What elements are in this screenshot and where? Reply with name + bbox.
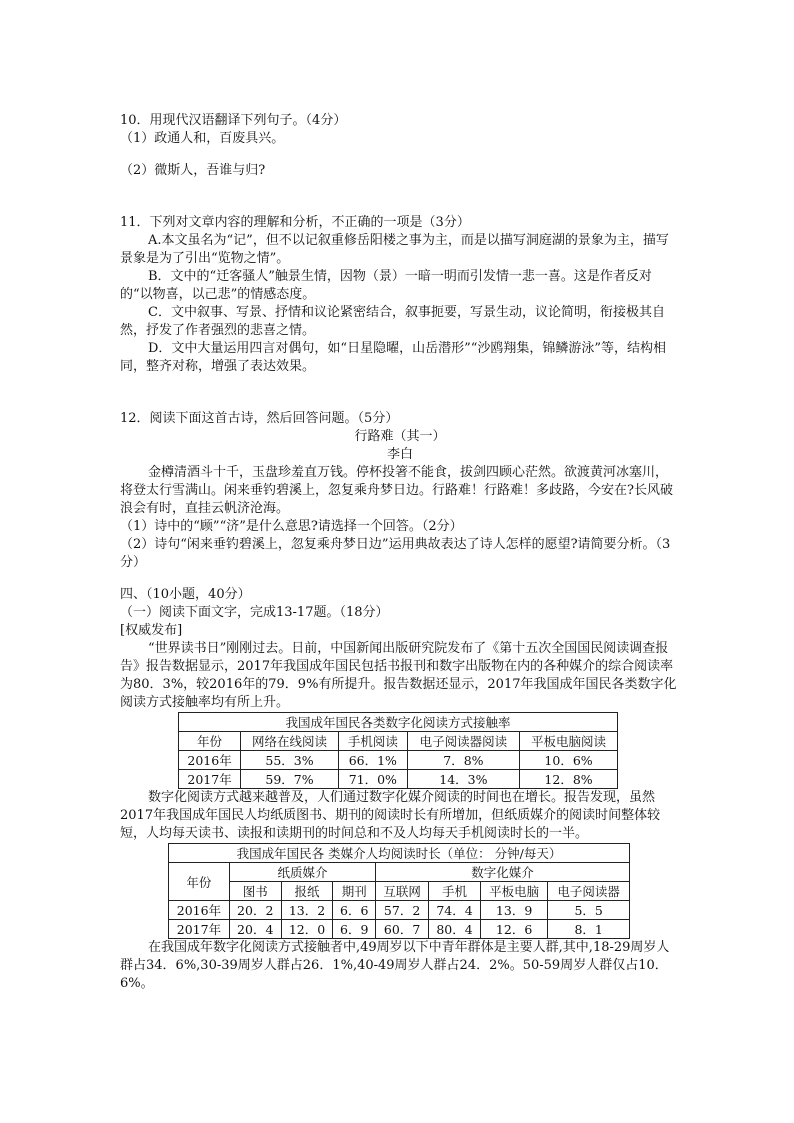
table-cell: 13．2 [281, 901, 333, 920]
table-cell: 14．3% [407, 770, 519, 789]
table-cell: 8．1 [548, 920, 630, 939]
table-header: 年份 [169, 863, 230, 901]
q11-title: 11．下列对文章内容的理解和分析，不正确的一项是（3分） [120, 215, 470, 230]
table-cell: 20．4 [229, 920, 281, 939]
table-cell: 55．3% [241, 751, 339, 770]
table-cell: 12．0 [281, 920, 333, 939]
q10-sentence-1: （1）政通人和，百废具兴。 [120, 131, 285, 146]
table-header: 互联网 [376, 882, 429, 901]
table-cell: 10．6% [520, 751, 618, 770]
table-cell: 13．9 [480, 901, 547, 920]
table-cell: 2017年 [169, 920, 230, 939]
table-header: 电子阅读器 [548, 882, 630, 901]
table-cell: 2016年 [169, 901, 230, 920]
table-cell: 2016年 [179, 751, 241, 770]
table-header: 图书 [229, 882, 281, 901]
q10-title: 10．用现代汉语翻译下列句子。（4分） [120, 113, 347, 128]
paragraph-3: 在我国成年数字化阅读方式接触者中,49周岁以下中青年群体是主要人群,其中,18-29周岁人群占34．6%,30-39周岁人群占26．1%,40-49周岁人群占24．2%。50-59周岁人群仅占10．6%。 [120, 940, 670, 991]
table-group-header: 数字化媒介 [376, 863, 630, 882]
table-header: 报纸 [281, 882, 333, 901]
exam-page [120, 112, 680, 993]
q11-option-a: A.本文虽名为“记”，但不以记叙重修岳阳楼之事为主，而是以描写洞庭湖的景象为主，描写景象是为了引出“览物之情”。 [120, 233, 669, 266]
table-2-group-row [169, 863, 630, 882]
table-row [179, 770, 618, 789]
table-cell: 5．5 [548, 901, 630, 920]
table-row [179, 751, 618, 770]
table-cell: 6．6 [333, 901, 376, 920]
table-2-caption: 我国成年国民各 类媒介人均阅读时长（单位： 分钟/每天） [169, 844, 630, 863]
table-header: 年份 [179, 732, 241, 751]
table-header: 网络在线阅读 [241, 732, 339, 751]
q11-option-c: C．文中叙事、写景、抒情和议论紧密结合，叙事扼要，写景生动，议论简明，衔接极其自然，抒发了作者强烈的悲喜之情。 [120, 305, 665, 338]
table-group-header: 纸质媒介 [229, 863, 375, 882]
table-header: 手机阅读 [338, 732, 407, 751]
table-cell: 2017年 [179, 770, 241, 789]
table-cell: 12．6 [480, 920, 547, 939]
poem-title: 行路难（其一） [354, 429, 446, 444]
table-header: 电子阅读器阅读 [407, 732, 519, 751]
paragraph-2: 数字化阅读方式越来越普及，人们通过数字化媒介阅读的时间也在增长。报告发现，虽然2017年我国成年国民人均纸质图书、期刊的阅读时长有所增加，但纸质媒介的阅读时间整体较短，人均每天读书、读报和读期刊的时间总和不及人均每天手机阅读时长的一半。 [120, 790, 661, 841]
poem-author: 李白 [386, 447, 413, 462]
table-cell: 7．8% [407, 751, 519, 770]
table-row [169, 920, 630, 939]
table-cell: 80．4 [429, 920, 481, 939]
table-cell: 66．1% [338, 751, 407, 770]
table-2-header-row [169, 882, 630, 901]
q11-option-b: B．文中的“迁客骚人”触景生情，因物（景）一暗一明而引发情一悲一喜。这是作者反对的“以物喜，以己悲”的情感态度。 [120, 269, 652, 302]
table-cell: 74．4 [429, 901, 481, 920]
table-cell: 59．7% [241, 770, 339, 789]
table-digital-contact-rate [178, 712, 618, 789]
table-cell: 60．7 [376, 920, 429, 939]
section-4-subtitle: （一）阅读下面文字，完成13-17题。（18分） [120, 605, 389, 620]
section-4-title: 四、（10小题，40分） [120, 587, 251, 602]
table-row [169, 901, 630, 920]
q12-title: 12．阅读下面这首古诗，然后回答问题。（5分） [120, 411, 399, 426]
q10-sentence-2: （2）微斯人，吾谁与归? [120, 163, 266, 178]
table-reading-time [168, 843, 630, 939]
table-1-caption: 我国成年国民各类数字化阅读方式接触率 [179, 713, 618, 732]
poem-text: 金樽清酒斗十千，玉盘珍羞直万钱。停杯投箸不能食，拔剑四顾心茫然。欲渡黄河冰塞川，将登太行雪满山。闲来垂钓碧溪上，忽复乘舟梦日边。行路难！行路难！多歧路，今安在?长风破浪会有时，直挂云帆济沧海。 [120, 465, 673, 516]
paragraph-1: “世界读书日”刚刚过去。日前，中国新闻出版研究院发布了《第十五次全国国民阅读调查报告》报告数据显示，2017年我国成年国民包括书报刊和数字出版物在内的各种媒介的综合阅读率为80．3%，较2016年的79．9%有所提升。报告数据还显示，2017年我国成年国民各类数字化阅读方式接触率均有所上升。 [120, 641, 677, 710]
authority-tag: [权威发布] [120, 623, 183, 638]
q12-sub-question-2: （2）诗句“闲来垂钓碧溪上，忽复乘舟梦日边”运用典故表达了诗人怎样的愿望?请简要分析。（3分） [120, 537, 671, 570]
table-header: 平板电脑 [480, 882, 547, 901]
table-header: 期刊 [333, 882, 376, 901]
table-cell: 71．0% [338, 770, 407, 789]
table-cell: 6．9 [333, 920, 376, 939]
table-header: 平板电脑阅读 [520, 732, 618, 751]
q11-option-d: D．文中大量运用四言对偶句，如“日星隐曜，山岳潜形”“沙鸥翔集，锦鳞游泳”等，结构相同，整齐对称，增强了表达效果。 [120, 341, 667, 374]
table-cell: 20．2 [229, 901, 281, 920]
table-header: 手机 [429, 882, 481, 901]
table-1-header-row [179, 732, 618, 751]
table-cell: 57．2 [376, 901, 429, 920]
q12-sub-question-1: （1）诗中的“顾”“济”是什么意思?请选择一个回答。（2分） [120, 519, 463, 534]
table-cell: 12．8% [520, 770, 618, 789]
